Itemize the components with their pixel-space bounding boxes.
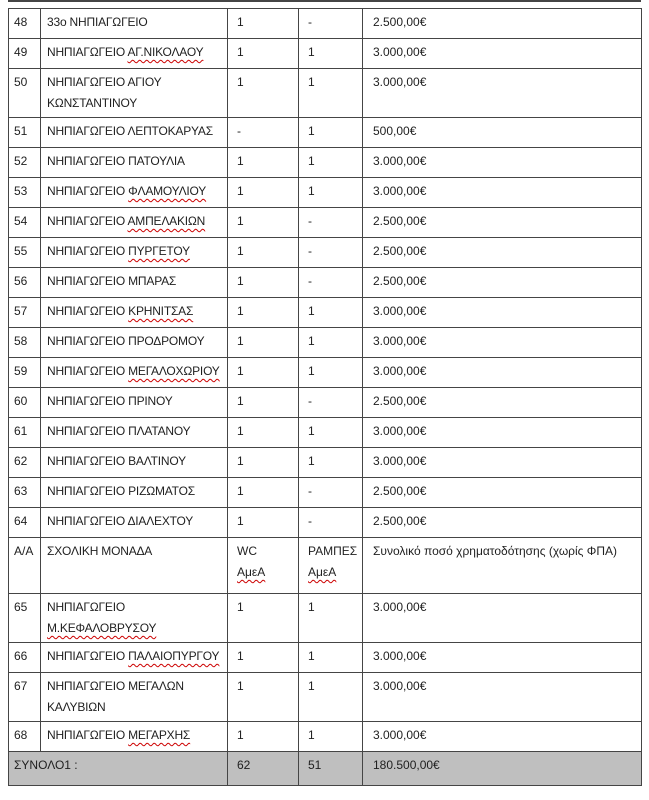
cell-ramps-count <box>299 594 363 643</box>
wc-count: 1 <box>237 424 244 438</box>
table-row <box>9 208 642 238</box>
cell-ramps-count <box>299 643 363 673</box>
cell-ramps-count <box>299 448 363 478</box>
cell-amount <box>363 178 642 208</box>
school-name-text: ΝΗΠΙΑΓΩΓΕΙΟ <box>47 364 129 378</box>
table-row <box>9 39 642 69</box>
cell-school-name <box>41 478 228 508</box>
cell-wc-count <box>228 298 299 328</box>
school-name-text: ΝΗΠΙΑΓΩΓΕΙΟ ΡΙΖΩΜΑΤΟΣ <box>47 484 195 498</box>
cell-wc-count <box>228 673 299 722</box>
cell-school-name <box>41 118 228 148</box>
ramps-count: - <box>308 274 312 288</box>
school-name-text: ΝΗΠΙΑΓΩΓΕΙΟ ΠΡΙΝΟΥ <box>47 394 173 408</box>
wc-count: 1 <box>237 454 244 468</box>
school-name-line <box>47 511 224 532</box>
cell-wc-count <box>228 268 299 298</box>
school-name-text: ΝΗΠΙΑΓΩΓΕΙΟ ΠΛΑΤΑΝΟΥ <box>47 424 191 438</box>
cell-amount <box>363 358 642 388</box>
school-name-line <box>47 421 224 442</box>
school-name-text: ΝΗΠΙΑΓΩΓΕΙΟ ΜΠΑΡΑΣ <box>47 274 177 288</box>
school-name-text: 33ο ΝΗΠΙΑΓΩΓΕΙΟ <box>47 15 148 29</box>
wc-count: - <box>237 124 241 138</box>
school-name-text: ΝΗΠΙΑΓΩΓΕΙΟ <box>47 214 128 228</box>
cell-index <box>9 358 41 388</box>
ramps-count: 1 <box>308 424 315 438</box>
school-name-line <box>47 697 224 718</box>
cell-amount <box>363 118 642 148</box>
school-name-line <box>47 597 224 618</box>
cell-ramps-count <box>299 328 363 358</box>
cell-wc-count <box>228 508 299 538</box>
cell-wc-count <box>228 478 299 508</box>
funding-amount: 3.000,00€ <box>373 424 427 438</box>
total-label: ΣΥΝΟΛΟ1 : <box>14 758 78 772</box>
school-name-line <box>47 301 224 322</box>
cell-index <box>9 722 41 752</box>
ramps-count: 1 <box>308 454 315 468</box>
table-row <box>9 358 642 388</box>
funding-amount: 2.500,00€ <box>373 244 427 258</box>
cell-index <box>9 39 41 69</box>
wc-count: 1 <box>237 600 244 614</box>
table-row <box>9 448 642 478</box>
cell-school-name <box>41 268 228 298</box>
cell-wc-count <box>228 328 299 358</box>
cell-index <box>9 448 41 478</box>
ramps-count: 1 <box>308 364 315 378</box>
ramps-count: 1 <box>308 649 315 663</box>
funding-amount: 2.500,00€ <box>373 484 427 498</box>
funding-amount: 2.500,00€ <box>373 514 427 528</box>
ramps-count: - <box>308 484 312 498</box>
school-name-line <box>47 211 224 232</box>
row-number: 60 <box>14 394 28 408</box>
total-ramps-count: 51 <box>308 758 322 772</box>
misspelled-word: ΦΛΑΜΟΥΛΙΟΥ <box>128 184 207 198</box>
cell-ramps-count <box>299 118 363 148</box>
school-name-line <box>47 121 224 142</box>
cell-school-name <box>41 298 228 328</box>
school-name-line <box>47 241 224 262</box>
funding-amount: 3.000,00€ <box>373 600 427 614</box>
cell-wc-count <box>228 643 299 673</box>
misspelled-word: ΠΥΡΓΕΤΟΥ <box>128 244 190 258</box>
cell-amount <box>363 9 642 39</box>
wc-count: 1 <box>237 728 244 742</box>
school-name-line <box>47 391 224 412</box>
cell-index <box>9 178 41 208</box>
cell-school-name <box>41 643 228 673</box>
school-name-text: ΝΗΠΙΑΓΩΓΕΙΟ ΔΙΑΛΕΧΤΟΥ <box>47 514 194 528</box>
cell-ramps-count <box>299 418 363 448</box>
header-row <box>9 538 642 594</box>
cell-index <box>9 508 41 538</box>
header-school-unit-label: ΣΧΟΛΙΚΗ ΜΟΝΑΔΑ <box>47 544 153 558</box>
cell-school-name <box>41 508 228 538</box>
funding-amount: 500,00€ <box>373 124 417 138</box>
cell-school-name <box>41 388 228 418</box>
school-name-line <box>47 676 224 697</box>
header-cell-index <box>9 538 41 594</box>
cell-ramps-count <box>299 268 363 298</box>
ramps-count: 1 <box>308 75 315 89</box>
wc-count: 1 <box>237 15 244 29</box>
wc-count: 1 <box>237 334 244 348</box>
cell-index <box>9 673 41 722</box>
misspelled-word: ΑΓ.ΝΙΚΟΛΑΟΥ <box>127 45 204 59</box>
funding-amount: 3.000,00€ <box>373 184 427 198</box>
cell-school-name <box>41 673 228 722</box>
wc-count: 1 <box>237 274 244 288</box>
wc-count: 1 <box>237 214 244 228</box>
school-name-text: ΝΗΠΙΑΓΩΓΕΙΟ <box>47 304 129 318</box>
cell-index <box>9 238 41 268</box>
funding-amount: 3.000,00€ <box>373 728 427 742</box>
school-name-line <box>47 331 224 352</box>
ramps-count: 1 <box>308 184 315 198</box>
total-ramps-cell <box>299 752 363 786</box>
cell-wc-count <box>228 448 299 478</box>
misspelled-word: ΜΕΓΑΡΧΗΣ <box>128 728 191 742</box>
cell-amount <box>363 298 642 328</box>
cell-index <box>9 208 41 238</box>
school-name-text: ΝΗΠΙΑΓΩΓΕΙΟ ΠΡΟΔΡΟΜΟΥ <box>47 334 205 348</box>
row-number: 52 <box>14 154 28 168</box>
school-name-line <box>47 618 224 639</box>
row-number: 64 <box>14 514 28 528</box>
ramps-count: 1 <box>308 728 315 742</box>
cell-wc-count <box>228 388 299 418</box>
table-row <box>9 508 642 538</box>
cell-ramps-count <box>299 388 363 418</box>
cell-wc-count <box>228 178 299 208</box>
row-number: 68 <box>14 728 28 742</box>
cell-wc-count <box>228 208 299 238</box>
table-row <box>9 238 642 268</box>
cell-amount <box>363 673 642 722</box>
cell-school-name <box>41 722 228 752</box>
funding-amount: 3.000,00€ <box>373 334 427 348</box>
cell-ramps-count <box>299 358 363 388</box>
row-number: 50 <box>14 75 28 89</box>
cell-school-name <box>41 208 228 238</box>
cell-school-name <box>41 69 228 118</box>
cell-school-name <box>41 358 228 388</box>
funding-amount: 3.000,00€ <box>373 454 427 468</box>
table-row <box>9 268 642 298</box>
wc-count: 1 <box>237 514 244 528</box>
table-row <box>9 298 642 328</box>
row-number: 53 <box>14 184 28 198</box>
ramps-count: - <box>308 15 312 29</box>
wc-count: 1 <box>237 184 244 198</box>
school-name-text: ΝΗΠΙΑΓΩΓΕΙΟ <box>47 728 129 742</box>
funding-amount: 3.000,00€ <box>373 649 427 663</box>
school-name-line <box>47 481 224 502</box>
row-number: 61 <box>14 424 28 438</box>
cell-index <box>9 328 41 358</box>
header-wc-label: WC <box>237 544 257 558</box>
cell-amount <box>363 388 642 418</box>
cell-index <box>9 118 41 148</box>
cell-wc-count <box>228 148 299 178</box>
misspelled-word: ΠΑΛΑΙΟΠΥΡΓΟΥ <box>128 649 220 663</box>
table-row <box>9 178 642 208</box>
ramps-count: - <box>308 244 312 258</box>
school-name-text: ΝΗΠΙΑΓΩΓΕΙΟ ΜΕΓΑΛΩΝ <box>47 679 184 693</box>
header-cell-ramps <box>299 538 363 594</box>
school-name-line <box>47 271 224 292</box>
header-ramps-label: ΡΑΜΠΕΣ <box>308 544 358 558</box>
cell-ramps-count <box>299 208 363 238</box>
row-number: 67 <box>14 679 28 693</box>
row-number: 66 <box>14 649 28 663</box>
cell-wc-count <box>228 9 299 39</box>
cell-index <box>9 268 41 298</box>
cell-school-name <box>41 178 228 208</box>
row-number: 62 <box>14 454 28 468</box>
funding-amount: 2.500,00€ <box>373 394 427 408</box>
cell-ramps-count <box>299 238 363 268</box>
ramps-count: 1 <box>308 304 315 318</box>
table-row <box>9 9 642 39</box>
wc-count: 1 <box>237 304 244 318</box>
cell-index <box>9 148 41 178</box>
cell-index <box>9 388 41 418</box>
row-number: 51 <box>14 124 28 138</box>
cell-amount <box>363 69 642 118</box>
table-row <box>9 594 642 643</box>
cell-amount <box>363 418 642 448</box>
cell-index <box>9 418 41 448</box>
cell-index <box>9 643 41 673</box>
school-name-line <box>47 181 224 202</box>
school-name-text: ΝΗΠΙΑΓΩΓΕΙΟ <box>47 600 125 614</box>
table-row <box>9 328 642 358</box>
cell-school-name <box>41 594 228 643</box>
cell-index <box>9 69 41 118</box>
school-name-text: ΝΗΠΙΑΓΩΓΕΙΟ <box>47 244 129 258</box>
header-wc-line <box>237 562 296 583</box>
funding-amount: 2.500,00€ <box>373 274 427 288</box>
cell-ramps-count <box>299 478 363 508</box>
cell-amount <box>363 328 642 358</box>
row-number: 55 <box>14 244 28 258</box>
funding-amount: 3.000,00€ <box>373 364 427 378</box>
school-name-text: ΝΗΠΙΑΓΩΓΕΙΟ ΠΑΤΟΥΛΙΑ <box>47 154 185 168</box>
table-row <box>9 418 642 448</box>
school-name-line <box>47 93 224 114</box>
cell-wc-count <box>228 238 299 268</box>
row-number: 57 <box>14 304 28 318</box>
school-name-text: ΚΑΛΥΒΙΩΝ <box>47 700 106 714</box>
table-row <box>9 148 642 178</box>
wc-count: 1 <box>237 484 244 498</box>
school-name-text: ΚΩΝΣΤΑΝΤΙΝΟΥ <box>47 96 138 110</box>
previous-row-border-fragment <box>8 0 641 2</box>
table-row <box>9 643 642 673</box>
cell-amount <box>363 148 642 178</box>
school-name-line <box>47 361 224 382</box>
cell-ramps-count <box>299 178 363 208</box>
row-number: 48 <box>14 15 28 29</box>
wc-count: 1 <box>237 679 244 693</box>
funding-amount: 2.500,00€ <box>373 15 427 29</box>
school-name-line <box>47 72 224 93</box>
funding-table <box>8 8 642 786</box>
cell-school-name <box>41 448 228 478</box>
misspelled-word: ΜΕΓΑΛΟΧΩΡΙΟΥ <box>128 364 220 378</box>
cell-school-name <box>41 238 228 268</box>
cell-amount <box>363 722 642 752</box>
cell-index <box>9 478 41 508</box>
row-number: 63 <box>14 484 28 498</box>
cell-index <box>9 298 41 328</box>
cell-amount <box>363 208 642 238</box>
cell-wc-count <box>228 118 299 148</box>
school-name-line <box>47 42 224 63</box>
cell-amount <box>363 238 642 268</box>
header-cell-wc <box>228 538 299 594</box>
school-name-text: ΝΗΠΙΑΓΩΓΕΙΟ <box>47 45 128 59</box>
total-label-cell <box>9 752 228 786</box>
wc-count: 1 <box>237 75 244 89</box>
school-name-text: ΝΗΠΙΑΓΩΓΕΙΟ <box>47 184 129 198</box>
school-name-line <box>47 646 224 667</box>
school-name-text: ΝΗΠΙΑΓΩΓΕΙΟ ΒΑΛΤΙΝΟΥ <box>47 454 186 468</box>
ramps-count: - <box>308 394 312 408</box>
cell-ramps-count <box>299 9 363 39</box>
cell-wc-count <box>228 39 299 69</box>
table-row <box>9 478 642 508</box>
ramps-count: 1 <box>308 600 315 614</box>
total-wc-count: 62 <box>237 758 251 772</box>
cell-wc-count <box>228 358 299 388</box>
header-amount-label: Συνολικό ποσό χρηματοδότησης (χωρίς ΦΠΑ) <box>373 544 618 558</box>
ramps-count: 1 <box>308 45 315 59</box>
cell-ramps-count <box>299 722 363 752</box>
cell-ramps-count <box>299 69 363 118</box>
misspelled-word: ΚΡΗΝΙΤΣΑΣ <box>128 304 194 318</box>
header-cell-amount <box>363 538 642 594</box>
ramps-count: 1 <box>308 154 315 168</box>
ramps-count: 1 <box>308 334 315 348</box>
cell-ramps-count <box>299 148 363 178</box>
cell-amount <box>363 39 642 69</box>
misspelled-word: ΑμεΑ <box>308 565 337 579</box>
ramps-count: - <box>308 514 312 528</box>
wc-count: 1 <box>237 364 244 378</box>
wc-count: 1 <box>237 649 244 663</box>
table-row <box>9 69 642 118</box>
cell-amount <box>363 448 642 478</box>
cell-school-name <box>41 9 228 39</box>
cell-ramps-count <box>299 298 363 328</box>
header-ramps-line <box>308 541 360 562</box>
school-name-text: ΝΗΠΙΑΓΩΓΕΙΟ ΑΓΙΟΥ <box>47 75 162 89</box>
row-number: 59 <box>14 364 28 378</box>
cell-ramps-count <box>299 508 363 538</box>
school-name-line <box>47 725 224 746</box>
wc-count: 1 <box>237 394 244 408</box>
misspelled-word: ΑΜΠΕΛΑΚΙΩΝ <box>127 214 206 228</box>
total-amount-cell <box>363 752 642 786</box>
total-row <box>9 752 642 786</box>
funding-table-body <box>9 9 642 786</box>
cell-school-name <box>41 39 228 69</box>
cell-school-name <box>41 328 228 358</box>
header-cell-school-unit <box>41 538 228 594</box>
table-row <box>9 388 642 418</box>
school-name-text: ΝΗΠΙΑΓΩΓΕΙΟ ΛΕΠΤΟΚΑΡΥΑΣ <box>47 124 213 138</box>
school-name-text: ΝΗΠΙΑΓΩΓΕΙΟ <box>47 649 129 663</box>
cell-wc-count <box>228 594 299 643</box>
row-number: 65 <box>14 600 28 614</box>
funding-amount: 3.000,00€ <box>373 304 427 318</box>
header-wc-line <box>237 541 296 562</box>
cell-amount <box>363 508 642 538</box>
funding-amount: 3.000,00€ <box>373 679 427 693</box>
cell-ramps-count <box>299 39 363 69</box>
school-name-line <box>47 151 224 172</box>
row-number: 54 <box>14 214 28 228</box>
cell-amount <box>363 594 642 643</box>
funding-amount: 3.000,00€ <box>373 75 427 89</box>
ramps-count: 1 <box>308 124 315 138</box>
cell-amount <box>363 268 642 298</box>
header-index-label: Α/Α <box>14 544 34 558</box>
cell-wc-count <box>228 418 299 448</box>
row-number: 49 <box>14 45 28 59</box>
cell-wc-count <box>228 69 299 118</box>
misspelled-word: Μ.ΚΕΦΑΛΟΒΡΥΣΟΥ <box>47 621 157 635</box>
table-row <box>9 722 642 752</box>
cell-wc-count <box>228 722 299 752</box>
cell-ramps-count <box>299 673 363 722</box>
total-wc-cell <box>228 752 299 786</box>
funding-amount: 3.000,00€ <box>373 45 427 59</box>
wc-count: 1 <box>237 244 244 258</box>
cell-school-name <box>41 148 228 178</box>
ramps-count: - <box>308 214 312 228</box>
wc-count: 1 <box>237 154 244 168</box>
wc-count: 1 <box>237 45 244 59</box>
cell-index <box>9 9 41 39</box>
cell-index <box>9 594 41 643</box>
school-name-line <box>47 451 224 472</box>
cell-amount <box>363 643 642 673</box>
total-amount: 180.500,00€ <box>373 758 440 772</box>
school-name-line <box>47 12 224 33</box>
cell-amount <box>363 478 642 508</box>
cell-school-name <box>41 418 228 448</box>
table-row <box>9 118 642 148</box>
row-number: 58 <box>14 334 28 348</box>
row-number: 56 <box>14 274 28 288</box>
funding-amount: 3.000,00€ <box>373 154 427 168</box>
table-row <box>9 673 642 722</box>
header-ramps-line <box>308 562 360 583</box>
misspelled-word: ΑμεΑ <box>237 565 266 579</box>
ramps-count: 1 <box>308 679 315 693</box>
funding-amount: 2.500,00€ <box>373 214 427 228</box>
